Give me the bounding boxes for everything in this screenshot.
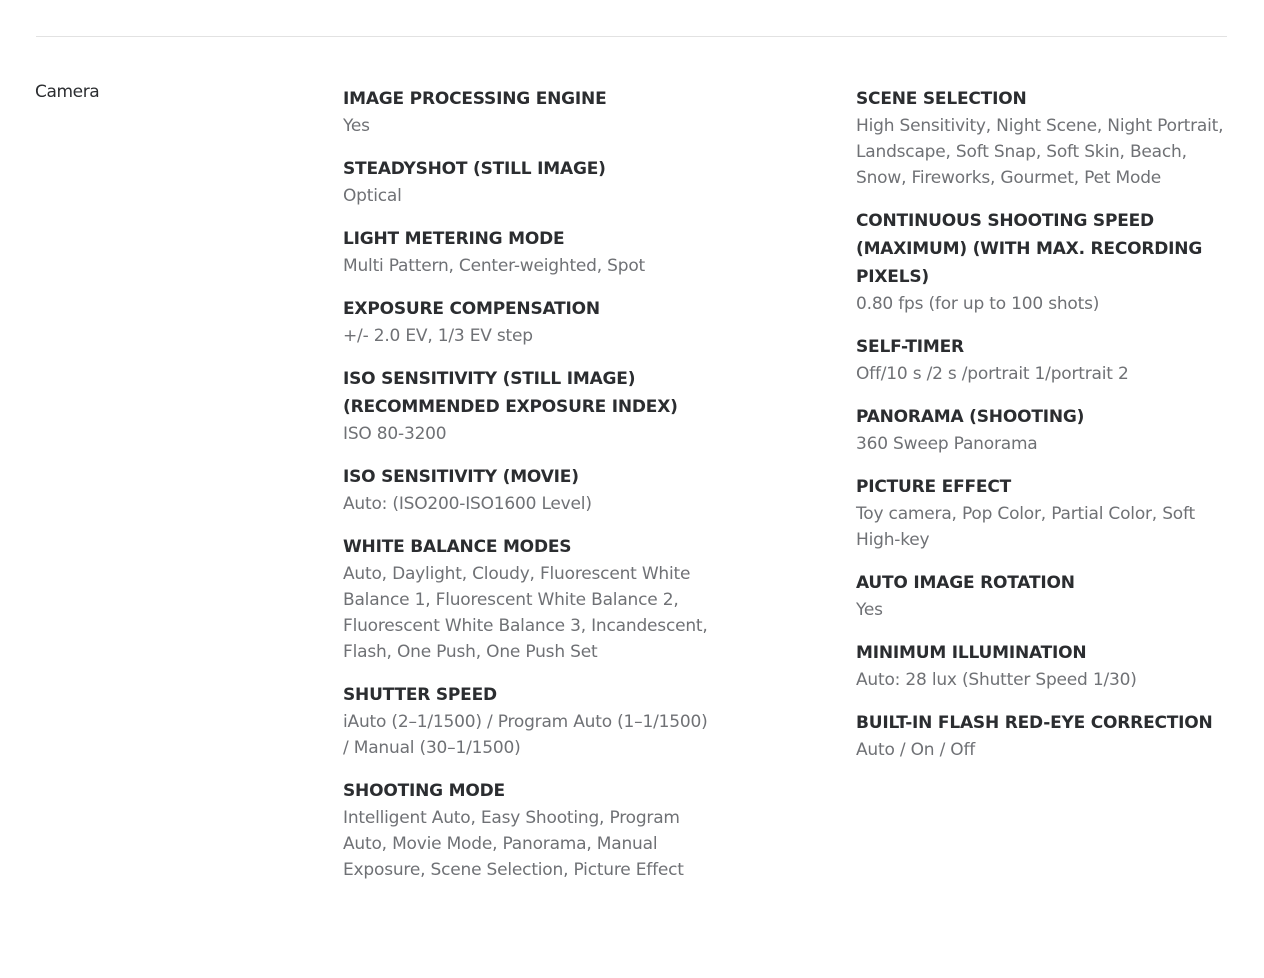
spec-label: SHUTTER SPEED: [343, 685, 497, 705]
spec-white-balance-modes: [343, 533, 723, 665]
spec-value: iAuto (2–1/1500) / Program Auto (1–1/1500) / Manual (30–1/1500): [343, 712, 708, 758]
spec-value: ISO 80-3200: [343, 424, 447, 444]
spec-shooting-mode: [343, 777, 723, 883]
spec-shutter-speed: [343, 681, 723, 761]
spec-iso-movie: [343, 463, 723, 517]
spec-label: EXPOSURE COMPENSATION: [343, 299, 600, 319]
spec-value: Optical: [343, 186, 402, 206]
spec-continuous-shooting-speed: [856, 207, 1228, 317]
spec-self-timer: [856, 333, 1228, 387]
spec-label: PANORAMA (SHOOTING): [856, 407, 1085, 427]
spec-label: AUTO IMAGE ROTATION: [856, 573, 1075, 593]
section-title: Camera: [35, 82, 100, 102]
spec-value: Toy camera, Pop Color, Partial Color, Soft High-key: [856, 504, 1195, 550]
spec-label: WHITE BALANCE MODES: [343, 537, 572, 557]
spec-value: 0.80 fps (for up to 100 shots): [856, 294, 1100, 314]
spec-image-processing-engine: [343, 85, 723, 139]
spec-iso-still: [343, 365, 723, 447]
spec-label: LIGHT METERING MODE: [343, 229, 565, 249]
spec-label: IMAGE PROCESSING ENGINE: [343, 89, 607, 109]
spec-minimum-illumination: [856, 639, 1228, 693]
spec-label: CONTINUOUS SHOOTING SPEED (MAXIMUM) (WITH MAX. RECORDING PIXELS): [856, 211, 1203, 287]
spec-label: PICTURE EFFECT: [856, 477, 1012, 497]
spec-picture-effect: [856, 473, 1228, 553]
spec-value: Auto: (ISO200-ISO1600 Level): [343, 494, 592, 514]
spec-scene-selection: [856, 85, 1228, 191]
spec-auto-image-rotation: [856, 569, 1228, 623]
spec-exposure-compensation: [343, 295, 723, 349]
spec-label: STEADYSHOT (STILL IMAGE): [343, 159, 606, 179]
spec-value: Multi Pattern, Center-weighted, Spot: [343, 256, 646, 276]
spec-value: Auto: 28 lux (Shutter Speed 1/30): [856, 670, 1137, 690]
spec-value: Yes: [343, 116, 370, 136]
spec-value: Yes: [856, 600, 883, 620]
spec-panorama-shooting: [856, 403, 1228, 457]
spec-label: BUILT-IN FLASH RED-EYE CORRECTION: [856, 713, 1213, 733]
spec-value: Auto, Daylight, Cloudy, Fluorescent White Balance 1, Fluorescent White Balance 2, Fluorescent White Balance 3, Incandescent, Flash, One Push, One Push Set: [343, 564, 708, 662]
spec-column-left: [343, 85, 723, 899]
spec-label: SHOOTING MODE: [343, 781, 505, 801]
spec-value: Intelligent Auto, Easy Shooting, Program Auto, Movie Mode, Panorama, Manual Exposure, Scene Selection, Picture Effect: [343, 808, 684, 880]
section-divider: [36, 36, 1227, 37]
spec-column-right: [856, 85, 1228, 779]
spec-value: +/- 2.0 EV, 1/3 EV step: [343, 326, 533, 346]
spec-value: 360 Sweep Panorama: [856, 434, 1038, 454]
spec-label: ISO SENSITIVITY (MOVIE): [343, 467, 579, 487]
spec-label: SCENE SELECTION: [856, 89, 1027, 109]
spec-label: MINIMUM ILLUMINATION: [856, 643, 1087, 663]
spec-value: High Sensitivity, Night Scene, Night Portrait, Landscape, Soft Snap, Soft Skin, Beach, Snow, Fireworks, Gourmet, Pet Mode: [856, 116, 1224, 188]
spec-flash-red-eye-correction: [856, 709, 1228, 763]
spec-label: SELF-TIMER: [856, 337, 964, 357]
spec-light-metering-mode: [343, 225, 723, 279]
spec-value: Off/10 s /2 s /portrait 1/portrait 2: [856, 364, 1129, 384]
spec-steadyshot: [343, 155, 723, 209]
spec-label: ISO SENSITIVITY (STILL IMAGE) (RECOMMENDED EXPOSURE INDEX): [343, 369, 678, 417]
spec-value: Auto / On / Off: [856, 740, 976, 760]
